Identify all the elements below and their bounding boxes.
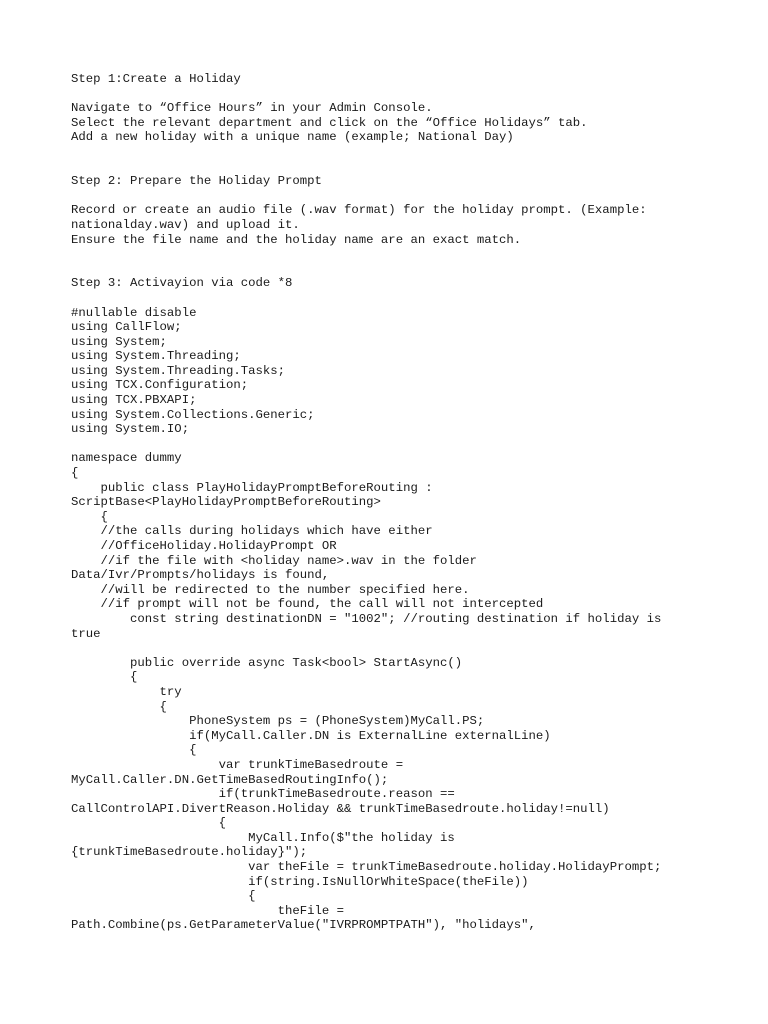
text-line: using System.Threading.Tasks; [71, 363, 286, 378]
text-line: //the calls during holidays which have either [71, 524, 433, 539]
text-line: //will be redirected to the number specified here. [71, 582, 470, 597]
text-line: public override async Task<bool> StartAsync() [71, 655, 463, 670]
text-line: using System.Collections.Generic; [71, 407, 315, 422]
text-line: Step 1:Create a Holiday [71, 72, 241, 86]
text-line: using System; [71, 334, 167, 349]
text-line: Record or create an audio file (.wav format) for the holiday prompt. (Example: [71, 203, 647, 218]
text-line: CallControlAPI.DivertReason.Holiday && trunkTimeBasedroute.holiday!=null) [71, 801, 610, 816]
text-line: { [71, 816, 226, 831]
blank-line [71, 437, 711, 452]
text-line: using CallFlow; [71, 320, 182, 335]
text-line: if(MyCall.Caller.DN is ExternalLine externalLine) [71, 728, 551, 743]
text-line: //OfficeHoliday.HolidayPrompt OR [71, 539, 337, 553]
text-line: Select the relevant department and click on the “Office Holidays” tab. [71, 115, 588, 130]
text-line: PhoneSystem ps = (PhoneSystem)MyCall.PS; [71, 714, 485, 729]
text-line: using System.IO; [71, 422, 190, 437]
document-body [71, 72, 711, 933]
text-line: #nullable disable [71, 305, 197, 320]
text-line: var trunkTimeBasedroute = [71, 757, 404, 772]
blank-line [71, 87, 711, 102]
text-line: //if the file with <holiday name>.wav in the folder [71, 553, 477, 568]
blank-line [71, 291, 711, 306]
text-line: { [71, 743, 197, 758]
text-line: if(trunkTimeBasedroute.reason == [71, 787, 455, 802]
text-line: Navigate to “Office Hours” in your Admin Console. [71, 101, 433, 116]
text-line: { [71, 889, 256, 904]
text-line: const string destinationDN = "1002"; //routing destination if holiday is [71, 611, 662, 626]
blank-line [71, 160, 711, 175]
text-line: using System.Threading; [71, 349, 241, 364]
text-line: //if prompt will not be found, the call will not intercepted [71, 597, 544, 612]
blank-line [71, 262, 711, 277]
text-line: namespace dummy [71, 451, 182, 466]
text-line: Ensure the file name and the holiday name are an exact match. [71, 232, 522, 247]
text-line: if(string.IsNullOrWhiteSpace(theFile)) [71, 874, 529, 889]
text-line: { [71, 699, 167, 714]
text-line: { [71, 670, 138, 685]
text-line: { [71, 509, 108, 524]
text-line: { [71, 466, 79, 481]
blank-line [71, 189, 711, 204]
text-line: ScriptBase<PlayHolidayPromptBeforeRouting> [71, 495, 381, 510]
text-line: Step 2: Prepare the Holiday Prompt [71, 174, 322, 189]
blank-line [71, 247, 711, 262]
text-line: Path.Combine(ps.GetParameterValue("IVRPROMPTPATH"), "holidays", [71, 918, 536, 933]
text-line: try [71, 684, 182, 699]
text-line: Data/Ivr/Prompts/holidays is found, [71, 568, 330, 583]
text-line: Step 3: Activayion via code *8 [71, 276, 293, 291]
text-line: MyCall.Caller.DN.GetTimeBasedRoutingInfo(); [71, 772, 389, 787]
blank-line [71, 145, 711, 160]
text-line: {trunkTimeBasedroute.holiday}"); [71, 845, 308, 860]
text-line: nationalday.wav) and upload it. [71, 217, 300, 232]
text-line: MyCall.Info($"the holiday is [71, 830, 455, 845]
blank-line [71, 641, 711, 656]
text-line: true [71, 626, 101, 641]
text-line: theFile = [71, 903, 345, 918]
text-line: using TCX.PBXAPI; [71, 393, 197, 408]
text-line: var theFile = trunkTimeBasedroute.holiday.HolidayPrompt; [71, 860, 662, 875]
text-line: public class PlayHolidayPromptBeforeRouting : [71, 480, 433, 495]
text-line: Add a new holiday with a unique name (example; National Day) [71, 130, 514, 145]
text-line: using TCX.Configuration; [71, 378, 249, 393]
